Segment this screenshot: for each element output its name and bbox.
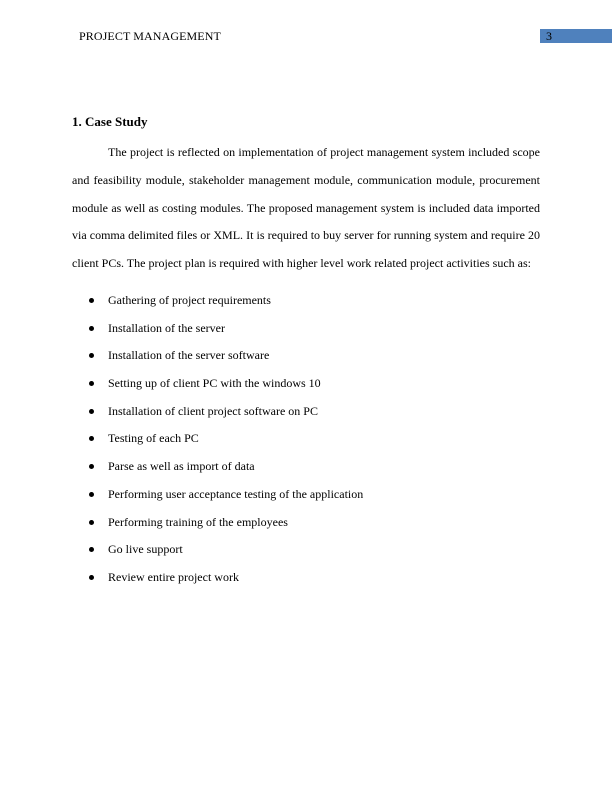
list-item-text: Gathering of project requirements <box>108 293 271 307</box>
body-paragraph: The project is reflected on implementation of project management system included scope and feasibility module, stakeholder management module, communication module, procurement module as well as costing modules. The proposed management system is included data imported via comma delimited files or XML. It is required to buy server for running system and require 20 client PCs. The project plan is required with higher level work related project activities such as: <box>72 145 540 271</box>
bullet-icon <box>89 464 94 469</box>
list-item <box>72 536 540 564</box>
bullet-icon <box>89 547 94 552</box>
list-item-text: Testing of each PC <box>108 431 199 446</box>
bullet-icon <box>89 520 94 525</box>
list-item-text: Go live support <box>108 542 183 557</box>
list-item-text: Installation of the server <box>108 320 225 335</box>
list-item <box>72 398 540 426</box>
list-item <box>72 342 540 370</box>
list-item-text: Installation of client project software on PC <box>108 403 318 418</box>
page-number: 3 <box>546 29 552 43</box>
list-item-text: Performing training of the employees <box>108 514 288 529</box>
list-item <box>72 425 540 453</box>
list-item <box>72 315 540 343</box>
running-head: PROJECT MANAGEMENT <box>79 29 221 43</box>
list-item-text: Setting up of client PC with the windows 10 <box>108 376 321 391</box>
section-heading: 1. Case Study <box>72 114 148 129</box>
bullet-icon <box>89 298 94 303</box>
bullet-icon <box>89 409 94 414</box>
list-item <box>72 370 540 398</box>
list-item <box>72 287 540 315</box>
bullet-icon <box>89 326 94 331</box>
bullet-icon <box>89 353 94 358</box>
list-item <box>72 564 540 592</box>
bullet-icon <box>89 492 94 497</box>
activity-list <box>72 287 540 592</box>
list-item-text: Performing user acceptance testing of the application <box>108 486 364 501</box>
list-item-text: Review entire project work <box>108 569 239 584</box>
list-item <box>72 481 540 509</box>
bullet-icon <box>89 381 94 386</box>
list-item-text: Parse as well as import of data <box>108 459 255 474</box>
bullet-icon <box>89 575 94 580</box>
bullet-icon <box>89 436 94 441</box>
list-item <box>72 509 540 537</box>
list-item <box>72 453 540 481</box>
page-number-box <box>540 29 612 43</box>
list-item-text: Installation of the server software <box>108 348 270 363</box>
